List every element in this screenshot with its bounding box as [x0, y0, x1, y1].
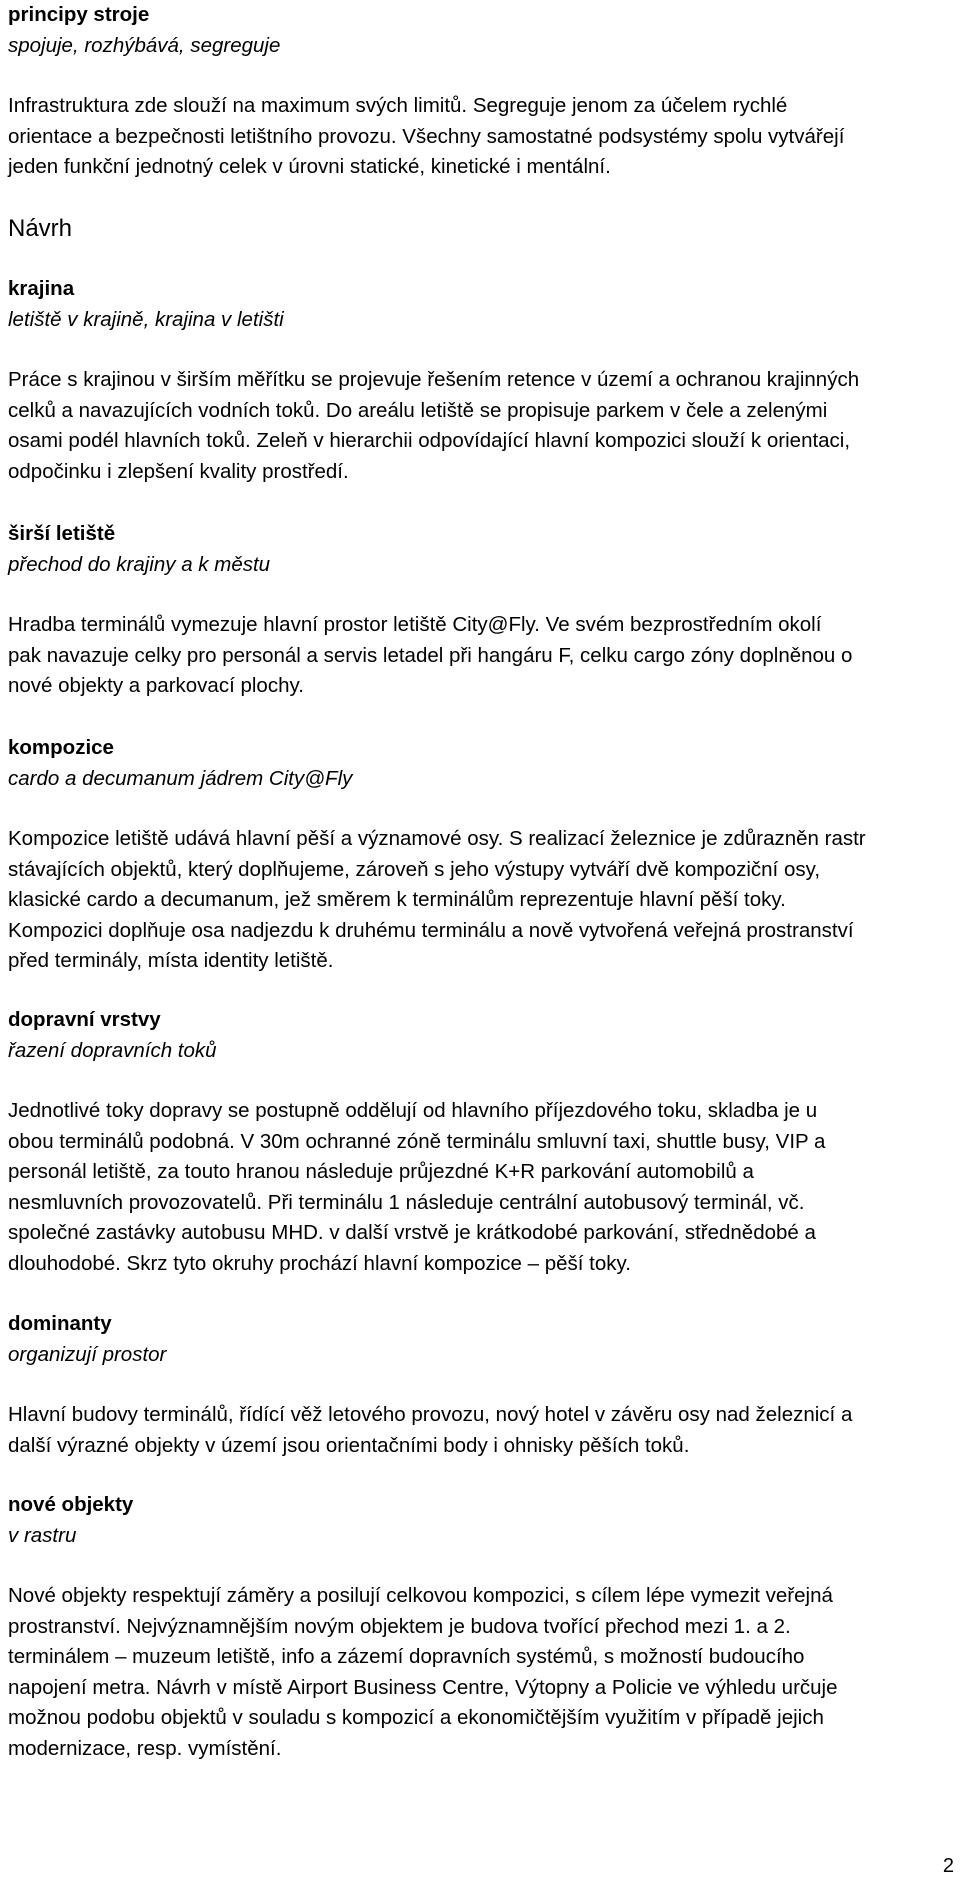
section-subtitle: přechod do krajiny a k městu: [8, 552, 271, 576]
body-line: dlouhodobé. Skrz tyto okruhy prochází hlavní kompozice – pěší toky.: [8, 1251, 631, 1275]
section-subtitle: v rastru: [8, 1523, 77, 1547]
section-krajina: [8, 274, 859, 487]
section-subtitle: řazení dopravních toků: [8, 1038, 217, 1062]
body-line: Kompozici doplňuje osa nadjezdu k druhému terminálu a nově vytvořená veřejná prostranství: [8, 918, 854, 942]
body-line: Jednotlivé toky dopravy se postupně oddělují od hlavního příjezdového toku, skladba je u: [8, 1099, 818, 1122]
body-line: možnou podobu objektů v souladu s kompozicí a ekonomičtějším využitím v případě jejich: [8, 1706, 824, 1729]
section-body: [8, 1400, 852, 1461]
body-line: stávajících objektů, který doplňujeme, zároveň s jeho výstupy vytváří dvě kompoziční osy,: [8, 857, 821, 881]
body-line: osami podél hlavních toků. Zeleň v hierarchii odpovídající hlavní kompozici slouží k orientaci,: [8, 429, 851, 452]
section-body: [8, 824, 866, 977]
body-line: Hlavní budovy terminálů, řídící věž letového provozu, nový hotel v závěru osy nad železnicí a: [8, 1403, 853, 1426]
body-line: modernizace, resp. vymístění.: [8, 1736, 282, 1760]
section-nove-objekty: [8, 1490, 838, 1764]
section-dopravni-vrstvy: [8, 1005, 825, 1279]
body-line: odpočinku i zlepšení kvality prostředí.: [8, 459, 349, 483]
body-line: pak navazuje celky pro personál a servis letadel při hangáru F, celku cargo zóny doplněnou o: [8, 643, 853, 667]
body-line: Nové objekty respektují záměry a posilují celkovou kompozici, s cílem lépe vymezit veřejná: [8, 1584, 833, 1607]
section-sirsi-letiste: [8, 519, 852, 702]
section-title: širší letiště: [8, 522, 116, 545]
body-line: napojení metra. Návrh v místě Airport Business Centre, Výtopny a Policie ve výhledu určuje: [8, 1675, 838, 1699]
page-number: 2: [942, 1855, 954, 1877]
section-kompozice: [8, 733, 866, 977]
section-body: [8, 610, 852, 702]
heading-navrh: Návrh: [8, 215, 73, 242]
body-line: obou terminálů podobná. V 30m ochranné zóně terminálu smluvní taxi, shuttle busy, VIP a: [8, 1129, 826, 1153]
body-line: nové objekty a parkovací plochy.: [8, 674, 304, 697]
section-principy-stroje: [8, 0, 844, 183]
body-line: klasické cardo a decumanum, jež směrem k terminálům reprezentuje hlavní pěší toky.: [8, 888, 786, 911]
section-title: krajina: [8, 277, 75, 300]
section-subtitle: organizují prostor: [8, 1342, 167, 1366]
section-subtitle: spojuje, rozhýbává, segreguje: [8, 33, 281, 57]
body-line: jeden funkční jednotný celek v úrovni statické, kinetické i mentální.: [8, 155, 611, 178]
body-line: Infrastruktura zde slouží na maximum svých limitů. Segreguje jenom za účelem rychlé: [8, 94, 788, 117]
body-line: Práce s krajinou v širším měřítku se projevuje řešením retence v území a ochranou krajinných: [8, 368, 860, 391]
body-line: celků a navazujících vodních toků. Do areálu letiště se propisuje parkem v čele a zelenými: [8, 398, 828, 422]
body-line: Kompozice letiště udává hlavní pěší a významové osy. S realizací železnice je zdůrazněn rastr: [8, 827, 866, 850]
section-body: [8, 365, 859, 487]
section-body: [8, 1581, 838, 1764]
body-line: prostranství. Nejvýznamnějším novým objektem je budova tvořící přechod mezi 1. a 2.: [8, 1614, 791, 1638]
body-line: terminálem – muzeum letiště, info a zázemí dopravních systémů, s možností budoucího: [8, 1645, 805, 1668]
body-line: nesmluvních provozovatelů. Při terminálu 1 následuje centrální autobusový terminál, vč.: [8, 1190, 805, 1214]
section-title: dominanty: [8, 1312, 112, 1335]
section-subtitle: letiště v krajině, krajina v letišti: [8, 307, 284, 331]
section-title: kompozice: [8, 736, 114, 759]
section-title: principy stroje: [8, 3, 150, 26]
section-title: dopravní vrstvy: [8, 1008, 161, 1031]
section-body: [8, 91, 844, 183]
section-title: nové objekty: [8, 1493, 134, 1516]
body-line: Hradba terminálů vymezuje hlavní prostor letiště City@Fly. Ve svém bezprostředním okolí: [8, 613, 822, 636]
section-dominanty: [8, 1309, 852, 1461]
body-line: před terminály, místa identity letiště.: [8, 949, 334, 972]
body-line: další výrazné objekty v území jsou orientačními body i ohnisky pěších toků.: [8, 1433, 690, 1457]
body-line: orientace a bezpečnosti letištního provozu. Všechny samostatné podsystémy spolu vytvářejí: [8, 124, 845, 148]
body-line: personál letiště, za touto hranou následuje průjezdné K+R parkování automobilů a: [8, 1160, 754, 1183]
section-subtitle: cardo a decumanum jádrem City@Fly: [8, 766, 353, 790]
section-body: [8, 1096, 825, 1279]
body-line: společné zastávky autobusu MHD. v další vrstvě je krátkodobé parkování, střednědobé a: [8, 1221, 816, 1244]
